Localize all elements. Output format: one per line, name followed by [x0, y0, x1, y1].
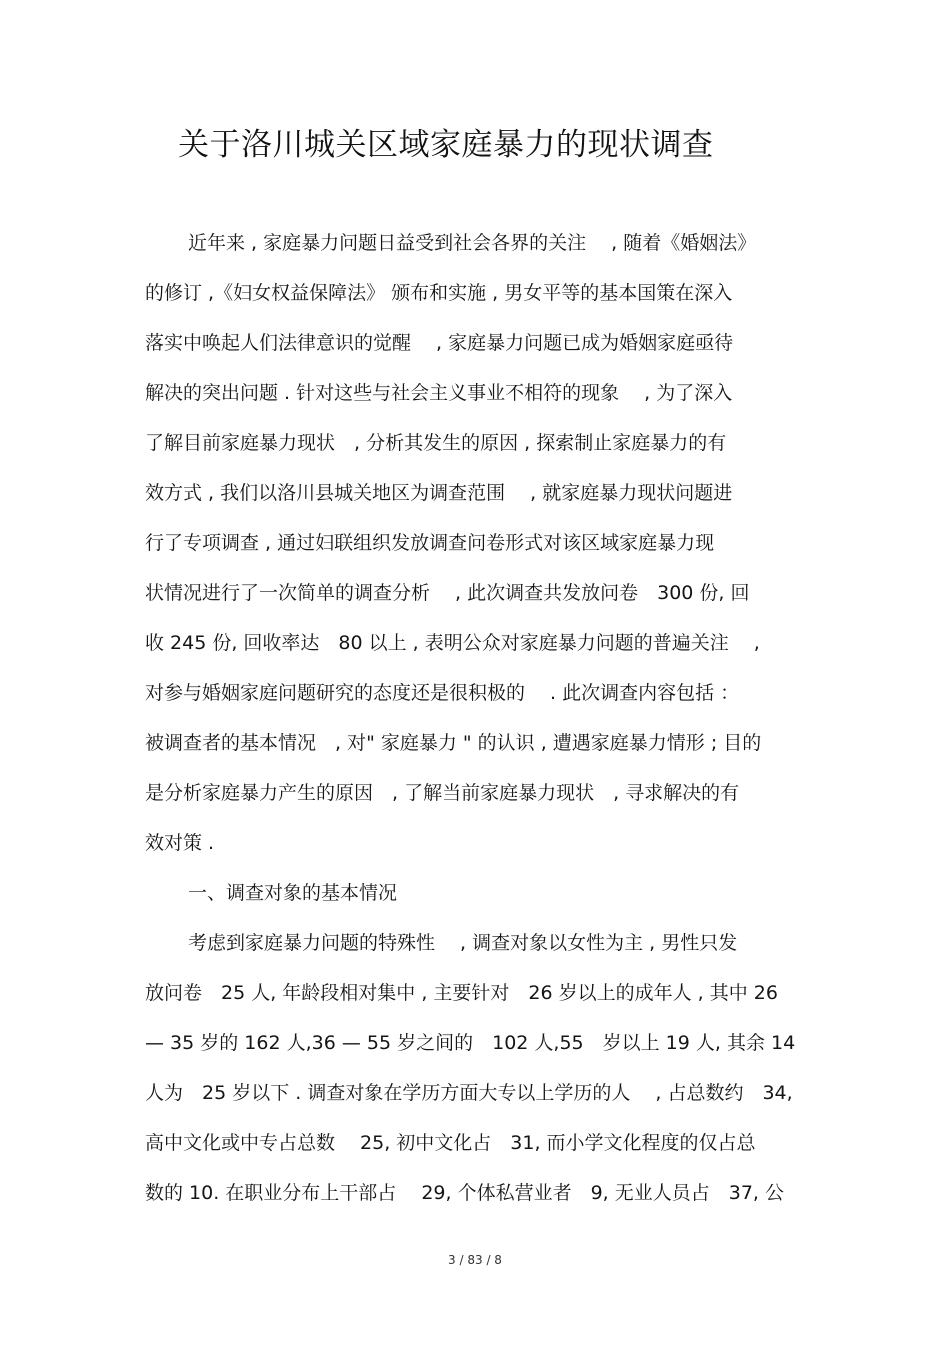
text-line: 数的 10. 在职业分布上干部占 29, 个体私营业者 9, 无业人员占 37, 公 — [145, 1182, 785, 1204]
text-line: 了解目前家庭暴力现状 , 分析其发生的原因 , 探索制止家庭暴力的有 — [145, 432, 727, 454]
text-line: 人为 25 岁以下 . 调查对象在学历方面大专以上学历的人 , 占总数约 34, — [145, 1082, 793, 1104]
text-line: 被调查者的基本情况 , 对" 家庭暴力 " 的认识 , 遭遇家庭暴力情形 ; 目的 — [145, 732, 762, 754]
document-title: 关于洛川城关区域家庭暴力的现状调查 — [178, 127, 714, 163]
page-number: 3 / 83 / 8 — [448, 1253, 502, 1267]
text-line: — 35 岁的 162 人,36 — 55 岁之间的 102 人,55 岁以上 19 人, 其余 14 — [145, 1032, 796, 1054]
text-line: 收 245 份, 回收率达 80 以上 , 表明公众对家庭暴力问题的普遍关注 , — [145, 632, 760, 654]
text-line: 行了专项调查 , 通过妇联组织发放调查问卷形式对该区域家庭暴力现 — [145, 532, 715, 554]
text-line: 解决的突出问题 . 针对这些与社会主义事业不相符的现象 , 为了深入 — [145, 382, 733, 404]
text-line: 的修订 ,《妇女权益保障法》 颁布和实施 , 男女平等的基本国策在深入 — [145, 282, 733, 304]
text-line: 对参与婚姻家庭问题研究的态度还是很积极的 . 此次调查内容包括 ： — [145, 682, 740, 704]
text-line: 考虑到家庭暴力问题的特殊性 , 调查对象以女性为主 , 男性只发 — [188, 932, 738, 954]
text-line: 放问卷 25 人, 年龄段相对集中 , 主要针对 26 岁以上的成年人 , 其中 26 — [145, 982, 778, 1004]
text-line: 高中文化或中专占总数 25, 初中文化占 31, 而小学文化程度的仅占总 — [145, 1132, 756, 1154]
text-line: 效方式 , 我们以洛川县城关地区为调查范围 , 就家庭暴力现状问题进 — [145, 482, 733, 504]
text-line: 效对策 . — [145, 832, 215, 854]
text-line: 是分析家庭暴力产生的原因 , 了解当前家庭暴力现状 , 寻求解决的有 — [145, 782, 740, 804]
section-heading: 一、调查对象的基本情况 — [188, 882, 398, 904]
text-line: 状情况进行了一次简单的调查分析 , 此次调查共发放问卷 300 份, 回 — [145, 582, 750, 604]
text-line: 近年来 , 家庭暴力问题日益受到社会各界的关注 , 随着《婚姻法》 — [188, 232, 757, 254]
text-line: 落实中唤起人们法律意识的觉醒 , 家庭暴力问题已成为婚姻家庭亟待 — [145, 332, 734, 354]
